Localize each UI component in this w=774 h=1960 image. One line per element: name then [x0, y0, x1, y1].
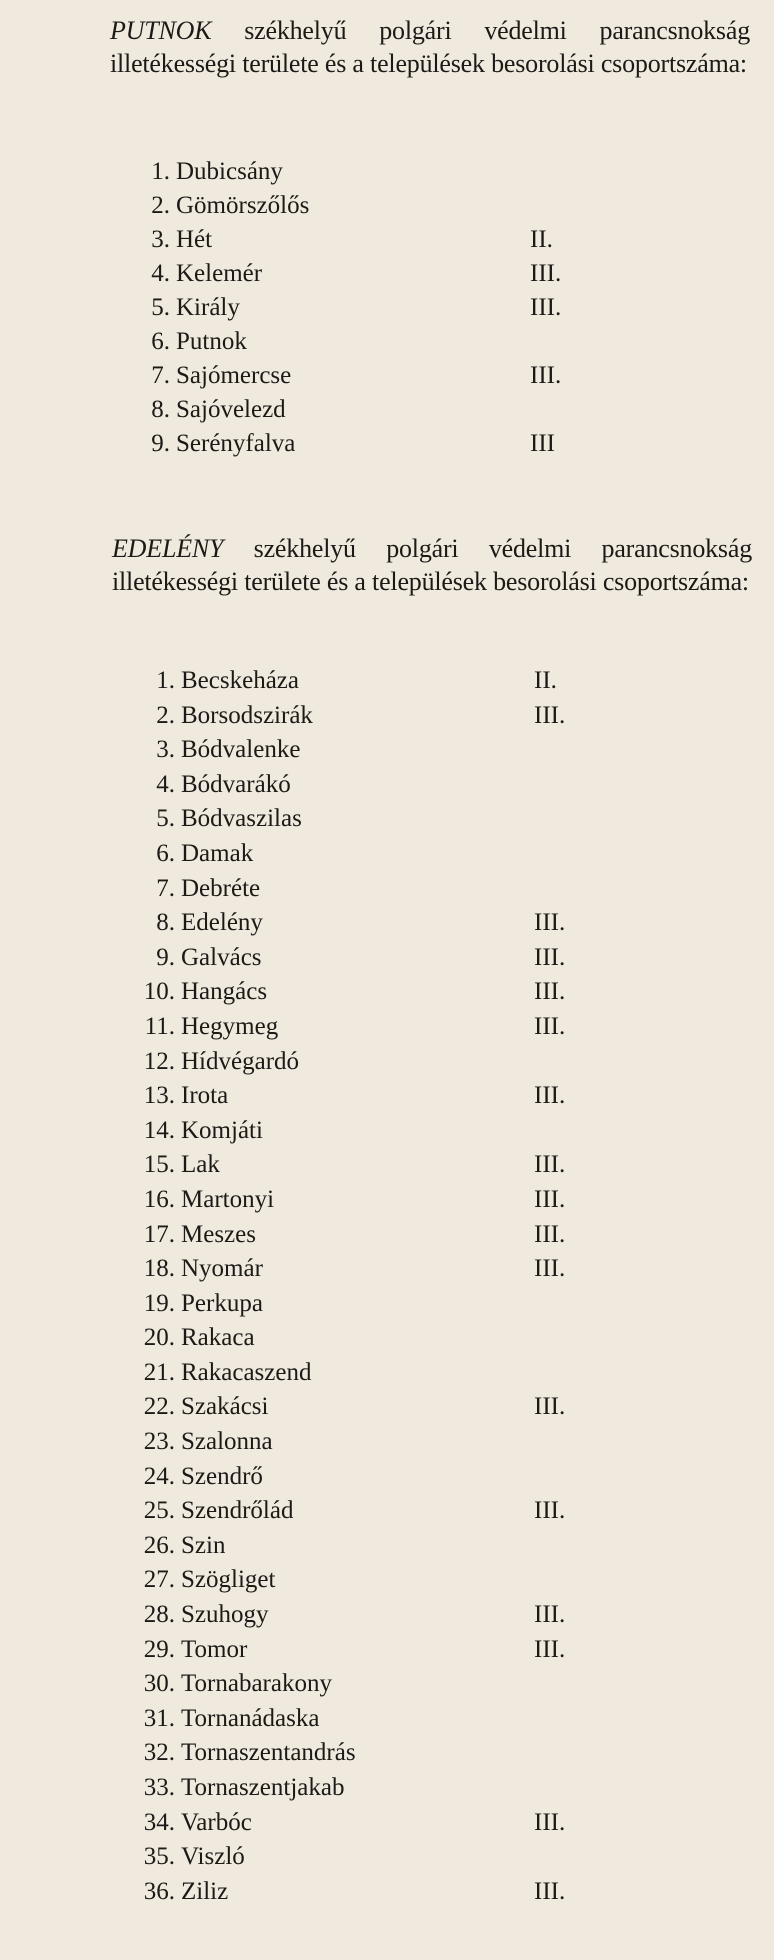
settlement-name: Szakácsi — [181, 1393, 269, 1421]
settlement-group: III. — [534, 1255, 566, 1283]
settlement-row — [0, 975, 774, 1010]
settlement-name: Hegymeg — [181, 1012, 279, 1040]
settlement-number: 16. — [143, 1185, 175, 1213]
settlement-name: Rakacaszend — [181, 1358, 312, 1386]
settlement-row — [0, 359, 774, 393]
settlement-name: Irota — [181, 1082, 229, 1110]
settlement-group: III — [530, 430, 555, 457]
settlement-name: Becskeháza — [181, 667, 299, 694]
settlement-row — [0, 1010, 774, 1045]
settlement-name: Hídvégardó — [181, 1047, 300, 1075]
settlement-name: Galvács — [181, 943, 262, 971]
settlement-number: 12. — [143, 1047, 175, 1075]
settlement-number: 7. — [156, 874, 175, 902]
settlement-group: III. — [534, 1185, 566, 1213]
settlement-row — [0, 1494, 774, 1529]
settlement-number: 33. — [143, 1774, 175, 1801]
settlement-name: Hangács — [181, 978, 268, 1006]
putnok-town-name: PUTNOK — [110, 16, 212, 45]
settlement-group: III. — [530, 260, 562, 287]
settlement-number: 23. — [143, 1428, 175, 1456]
settlement-name: Bódvalenke — [181, 736, 301, 764]
settlement-number: 29. — [143, 1635, 175, 1663]
settlement-row — [0, 325, 774, 359]
settlement-row — [0, 837, 774, 872]
settlement-number: 13. — [143, 1082, 175, 1110]
settlement-row — [0, 1218, 774, 1253]
settlement-number: 10. — [143, 978, 175, 1006]
settlement-group: III. — [534, 978, 566, 1006]
settlement-name: Sajóvelezd — [176, 396, 286, 423]
settlement-group: III. — [534, 943, 566, 971]
settlement-row — [0, 733, 774, 768]
settlement-name: Viszló — [181, 1843, 245, 1871]
settlement-name: Perkupa — [181, 1289, 263, 1317]
settlement-name: Tornabarakony — [181, 1670, 332, 1698]
settlement-name: Bódvarákó — [181, 770, 291, 798]
settlement-row — [0, 1390, 774, 1425]
settlement-number: 8. — [151, 396, 170, 423]
settlement-name: Ziliz — [181, 1877, 229, 1905]
settlement-number: 18. — [143, 1255, 175, 1283]
settlement-number: 8. — [156, 909, 175, 937]
settlement-number: 34. — [143, 1808, 175, 1836]
settlement-name: Meszes — [181, 1220, 256, 1248]
settlement-number: 25. — [143, 1497, 175, 1525]
settlement-group: III. — [534, 1393, 566, 1421]
settlement-row — [0, 1460, 774, 1495]
settlement-group: III. — [534, 909, 566, 937]
settlement-row — [0, 1529, 774, 1564]
settlement-name: Nyomár — [181, 1255, 263, 1283]
settlement-number: 6. — [156, 839, 175, 867]
edeleny-section-heading — [112, 532, 752, 598]
settlement-group: III. — [534, 1082, 566, 1110]
settlement-number: 3. — [151, 226, 170, 253]
settlement-row — [0, 1252, 774, 1287]
settlement-number: 19. — [143, 1289, 175, 1317]
settlement-row — [0, 1079, 774, 1114]
settlement-group: III. — [534, 1497, 566, 1525]
settlement-name: Kelemér — [176, 260, 263, 287]
settlement-row — [0, 1321, 774, 1356]
settlement-row — [0, 1736, 774, 1771]
settlement-row — [0, 427, 774, 461]
settlement-number: 27. — [143, 1566, 175, 1594]
settlement-group: II. — [530, 226, 553, 253]
settlement-name: Tornaszentandrás — [181, 1739, 356, 1767]
settlement-number: 28. — [143, 1601, 175, 1629]
settlement-name: Tomor — [181, 1635, 248, 1663]
putnok-section-heading — [110, 14, 750, 80]
settlement-number: 24. — [143, 1462, 175, 1490]
settlement-row — [0, 1633, 774, 1668]
settlement-name: Szuhogy — [181, 1601, 269, 1629]
settlement-row — [0, 155, 774, 189]
settlement-name: Debréte — [181, 874, 261, 902]
settlement-row — [0, 1598, 774, 1633]
settlement-group: III. — [534, 1808, 566, 1836]
edeleny-heading-text: székhelyű polgári védelmi parancsnokság illetékességi területe és a települések besorolási csoportszáma: — [112, 534, 752, 596]
settlement-row — [0, 1667, 774, 1702]
settlement-number: 32. — [143, 1739, 175, 1767]
settlement-row — [0, 1114, 774, 1149]
settlement-row — [0, 1771, 774, 1806]
settlement-number: 35. — [143, 1843, 175, 1871]
settlement-row — [0, 393, 774, 427]
settlement-number: 26. — [143, 1531, 175, 1559]
settlement-row — [0, 223, 774, 257]
settlement-group: III. — [534, 1635, 566, 1663]
settlement-name: Szin — [181, 1531, 226, 1559]
settlement-number: 5. — [156, 805, 175, 833]
settlement-number: 6. — [151, 328, 170, 355]
settlement-row — [0, 906, 774, 941]
settlement-number: 36. — [143, 1877, 175, 1905]
settlement-number: 9. — [151, 430, 170, 457]
settlement-row — [0, 1702, 774, 1737]
putnok-settlement-list — [0, 155, 774, 461]
settlement-number: 1. — [156, 667, 175, 694]
settlement-number: 3. — [156, 736, 175, 764]
settlement-row — [0, 189, 774, 223]
settlement-number: 7. — [151, 362, 170, 389]
settlement-row — [0, 1875, 774, 1910]
settlement-row — [0, 1148, 774, 1183]
settlement-group: III. — [534, 1877, 566, 1905]
settlement-name: Szendrőlád — [181, 1497, 294, 1525]
settlement-number: 5. — [151, 294, 170, 321]
settlement-row — [0, 699, 774, 734]
settlement-name: Sajómercse — [176, 362, 292, 389]
settlement-number: 4. — [156, 770, 175, 798]
settlement-name: Varbóc — [181, 1808, 252, 1836]
settlement-group: III. — [534, 1151, 566, 1179]
settlement-number: 30. — [143, 1670, 175, 1698]
settlement-name: Szendrő — [181, 1462, 263, 1490]
settlement-row — [0, 664, 774, 699]
settlement-name: Damak — [181, 839, 254, 867]
settlement-name: Gömörszőlős — [176, 192, 310, 219]
settlement-row — [0, 1806, 774, 1841]
settlement-row — [0, 1045, 774, 1080]
settlement-row — [0, 1563, 774, 1598]
settlement-number: 2. — [151, 192, 170, 219]
settlement-name: Dubicsány — [176, 158, 283, 185]
settlement-group: III. — [534, 1601, 566, 1629]
settlement-group: III. — [534, 1012, 566, 1040]
settlement-name: Szalonna — [181, 1428, 273, 1456]
settlement-number: 14. — [143, 1116, 175, 1144]
settlement-row — [0, 872, 774, 907]
settlement-number: 31. — [143, 1704, 175, 1732]
settlement-number: 9. — [156, 943, 175, 971]
settlement-name: Lak — [181, 1151, 220, 1179]
settlement-name: Tornanádaska — [181, 1704, 320, 1732]
settlement-group: III. — [530, 294, 562, 321]
settlement-row — [0, 1356, 774, 1391]
settlement-name: Komjáti — [181, 1116, 263, 1144]
settlement-row — [0, 802, 774, 837]
putnok-heading-text: székhelyű polgári védelmi parancsnokság illetékességi területe és a települések besorolási csoportszáma: — [110, 16, 750, 78]
settlement-row — [0, 257, 774, 291]
settlement-name: Tornaszentjakab — [181, 1774, 345, 1801]
settlement-number: 21. — [143, 1358, 175, 1386]
settlement-name: Bódvaszilas — [181, 805, 302, 833]
edeleny-town-name: EDELÉNY — [112, 534, 224, 563]
settlement-number: 11. — [144, 1012, 175, 1040]
edeleny-settlement-list — [0, 664, 774, 1909]
settlement-row — [0, 1183, 774, 1218]
settlement-name: Borsodszirák — [181, 701, 313, 729]
settlement-number: 20. — [143, 1324, 175, 1352]
settlement-number: 4. — [151, 260, 170, 287]
settlement-row — [0, 1425, 774, 1460]
settlement-name: Martonyi — [181, 1185, 275, 1213]
settlement-row — [0, 768, 774, 803]
settlement-name: Hét — [176, 226, 213, 253]
settlement-number: 22. — [143, 1393, 175, 1421]
settlement-group: III. — [530, 362, 562, 389]
settlement-name: Edelény — [181, 909, 263, 937]
settlement-number: 17. — [143, 1220, 175, 1248]
settlement-name: Király — [176, 294, 240, 321]
settlement-row — [0, 1287, 774, 1322]
settlement-number: 1. — [151, 158, 170, 185]
settlement-name: Serényfalva — [176, 430, 296, 457]
settlement-name: Szögliget — [181, 1566, 276, 1594]
settlement-number: 15. — [143, 1151, 175, 1179]
settlement-name: Rakaca — [181, 1324, 255, 1352]
settlement-group: III. — [534, 701, 566, 729]
settlement-number: 2. — [156, 701, 175, 729]
settlement-row — [0, 1840, 774, 1875]
settlement-row — [0, 941, 774, 976]
settlement-group: II. — [534, 667, 557, 694]
settlement-group: III. — [534, 1220, 566, 1248]
settlement-row — [0, 291, 774, 325]
settlement-name: Putnok — [176, 328, 247, 355]
